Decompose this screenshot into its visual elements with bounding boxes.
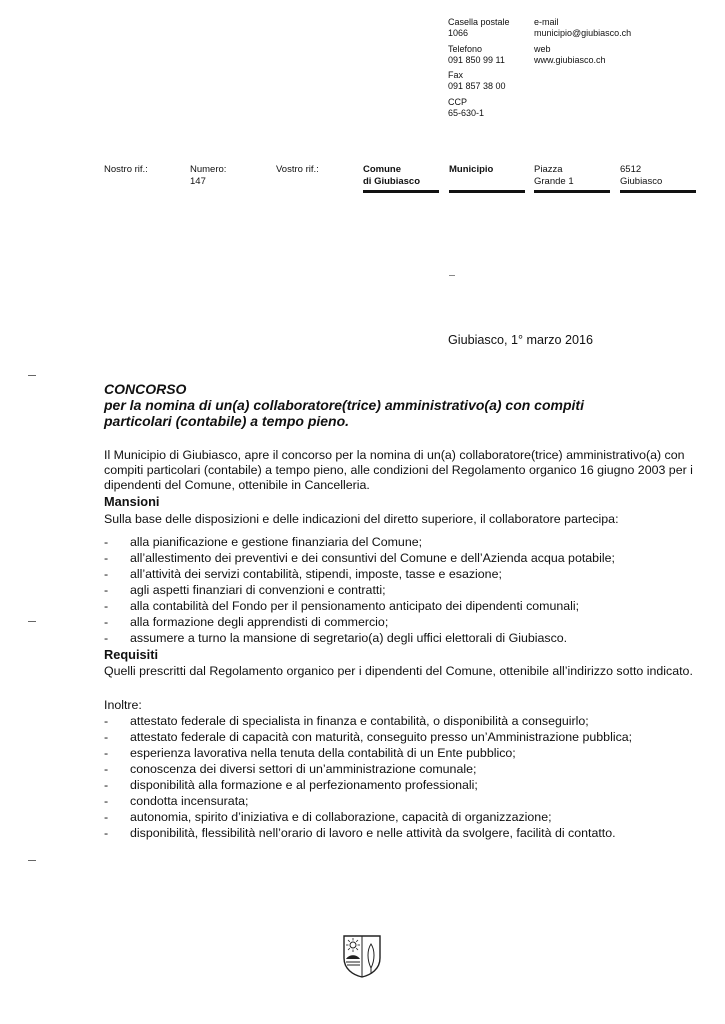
list-item: - agli aspetti finanziari di convenzioni e contratti;: [104, 582, 615, 598]
list-item: - conoscenza dei diversi settori di un’amministrazione comunale;: [104, 761, 632, 777]
contact-casella: Casella postale 1066: [448, 17, 510, 38]
contact-email: e-mail municipio@giubiasco.ch: [534, 17, 632, 38]
requisiti-lead: Quelli prescritti dal Regolamento organico per i dipendenti del Comune, ottenibile all’indirizzo sotto indicato.: [104, 664, 693, 678]
title-line-3: particolari (contabile) a tempo pieno.: [104, 413, 350, 429]
list-item: - all’attività dei servizi contabilità, stipendi, imposte, tasse e esazione;: [104, 566, 615, 582]
address: Piazza Grande 1: [534, 164, 574, 187]
margin-mark: [28, 860, 36, 861]
margin-mark: [28, 621, 36, 622]
email-link[interactable]: municipio@giubiasco.ch: [534, 28, 632, 38]
list-item: - disponibilità, flessibilità nell’orario di lavoro e nelle attività da svolgere, facilità di contatto.: [104, 825, 632, 841]
mansioni-heading: Mansioni: [104, 494, 160, 509]
comune-name: Comune di Giubiasco: [363, 164, 421, 187]
mansioni-lead: Sulla base delle disposizioni e delle indicazioni del diretto superiore, il collaboratore partecipa:: [104, 512, 619, 526]
municipio-underbar: [449, 190, 525, 193]
comune-underbar: [363, 190, 439, 193]
list-item: - assumere a turno la mansione di segretario(a) degli uffici elettorali di Giubiasco.: [104, 630, 615, 646]
numero-field: Numero: 147: [190, 164, 227, 187]
list-item: - alla formazione degli apprendisti di commercio;: [104, 614, 615, 630]
inoltre-label: Inoltre:: [104, 698, 142, 712]
list-item: - all’allestimento dei preventivi e dei consuntivi del Comune e dell’Azienda acqua potabile;: [104, 550, 615, 566]
coat-of-arms-icon: [342, 934, 382, 978]
address-underbar: [534, 190, 610, 193]
letter-date: Giubiasco, 1° marzo 2016: [448, 333, 594, 347]
margin-mark: [28, 375, 36, 376]
requisiti-heading: Requisiti: [104, 647, 159, 662]
list-item: - alla contabilità del Fondo per il pensionamento anticipato dei dipendenti comunali;: [104, 598, 615, 614]
mansioni-list: [104, 534, 615, 646]
city-block: 6512 Giubiasco: [620, 164, 663, 187]
notice-title: [104, 381, 704, 429]
list-item: - attestato federale di specialista in finanza e contabilità, o disponibilità a conseguirlo;: [104, 713, 632, 729]
web-link[interactable]: www.giubiasco.ch: [534, 55, 606, 65]
contact-web: web www.giubiasco.ch: [534, 44, 606, 65]
contact-fax: Fax 091 857 38 00: [448, 70, 506, 91]
title-line-2: per la nomina di un(a) collaboratore(trice) amministrativo(a) con compiti: [104, 397, 584, 413]
city-underbar: [620, 190, 696, 193]
requisiti-list: [104, 713, 632, 841]
list-item: - esperienza lavorativa nella tenuta della contabilità di un Ente pubblico;: [104, 745, 632, 761]
fold-mark: [449, 275, 455, 276]
list-item: - attestato federale di capacità con maturità, conseguito presso un’Amministrazione pubblica;: [104, 729, 632, 745]
vostro-rif-label: Vostro rif.:: [276, 164, 319, 175]
title-line-1: CONCORSO: [104, 381, 187, 397]
contact-telefono: Telefono 091 850 99 11: [448, 44, 505, 65]
municipio-label: Municipio: [449, 164, 494, 175]
list-item: - alla pianificazione e gestione finanziaria del Comune;: [104, 534, 615, 550]
intro-paragraph: Il Municipio di Giubiasco, apre il concorso per la nomina di un(a) collaboratore(trice) amministrativo(a) con compiti particolari (contabile) a tempo pieno, alle condizioni del Regolamento organico 16 giugno 2003 per i dipendenti del Comune, ottenibile in Cancelleria.: [104, 448, 693, 492]
nostro-rif-label: Nostro rif.:: [104, 164, 148, 175]
list-item: - autonomia, spirito d’iniziativa e di collaborazione, capacità di organizzazione;: [104, 809, 632, 825]
contact-ccp: CCP 65-630-1: [448, 97, 485, 118]
list-item: - condotta incensurata;: [104, 793, 632, 809]
list-item: - disponibilità alla formazione e al perfezionamento professionali;: [104, 777, 632, 793]
